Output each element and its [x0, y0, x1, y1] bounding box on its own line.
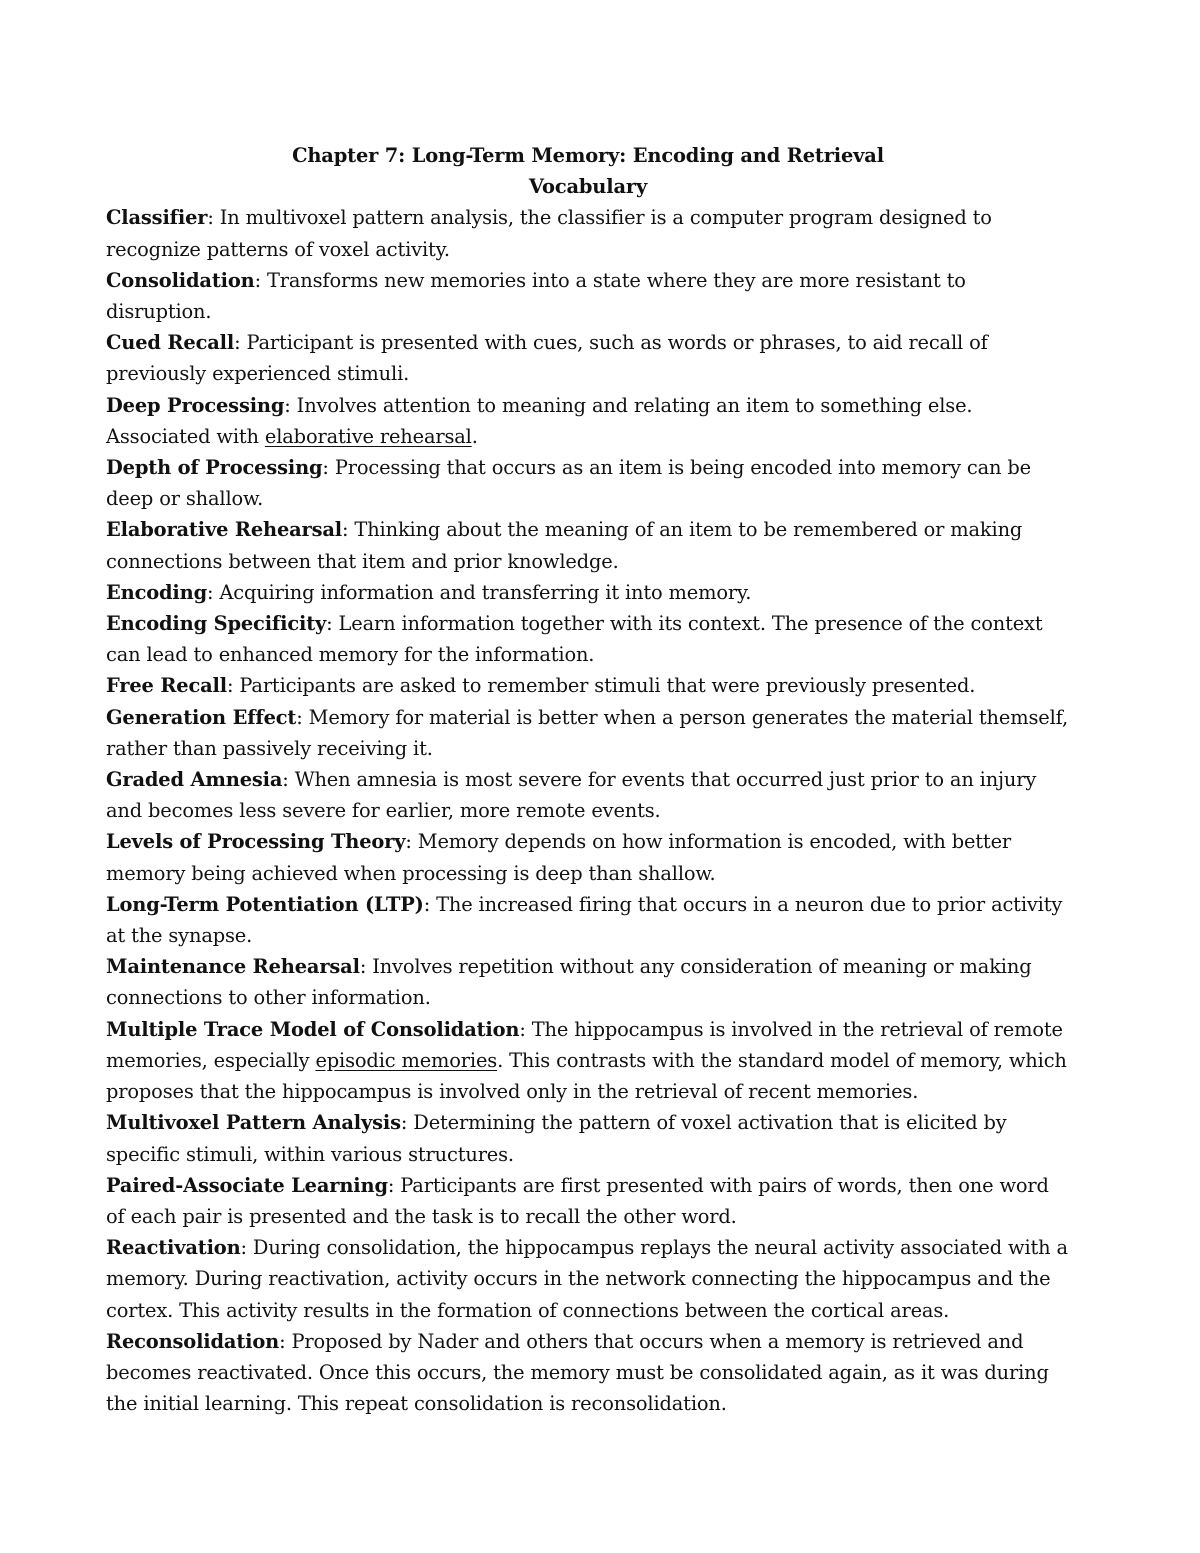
vocab-term: Elaborative Rehearsal	[106, 518, 343, 542]
vocab-term: Generation Effect	[106, 705, 297, 729]
vocab-term: Maintenance Rehearsal	[106, 955, 360, 979]
chapter-title: Chapter 7: Long-Term Memory: Encoding and Retrieval	[292, 144, 884, 167]
vocab-term: Multivoxel Pattern Analysis	[106, 1111, 401, 1135]
underlined-term-link: elaborative rehearsal	[264, 424, 472, 448]
vocabulary-document	[106, 140, 1070, 1419]
vocab-term: Reconsolidation	[106, 1329, 280, 1353]
vocab-entry-generation-effect	[106, 702, 1070, 764]
vocab-definition: : The increased firing that occurs in a neuron due to prior activity at the synapse.	[106, 892, 1063, 948]
vocab-term: Encoding	[106, 580, 207, 604]
vocab-definition: : Determining the pattern of voxel activation that is elicited by specific stimuli, within various structures.	[106, 1111, 1007, 1166]
vocab-term: Graded Amnesia	[106, 768, 283, 792]
vocab-entry-classifier	[106, 202, 1070, 264]
vocab-definition: : In multivoxel pattern analysis, the classifier is a computer program designed to recognize patterns of voxel activity.	[106, 206, 992, 261]
vocab-entry-encoding	[106, 577, 1070, 608]
vocab-definition-end: .	[471, 424, 478, 448]
vocab-term: Multiple Trace Model of Consolidation	[106, 1017, 520, 1041]
vocab-entry-reactivation	[106, 1232, 1070, 1326]
vocab-term: Free Recall	[106, 674, 227, 698]
vocab-entry-paired-associate-learning	[106, 1170, 1070, 1232]
vocab-entry-graded-amnesia	[106, 764, 1070, 826]
vocab-definition: : Memory depends on how information is encoded, with better memory being achieved when processing is deep than shallow.	[106, 830, 1012, 885]
vocab-term: Levels of Processing Theory	[106, 830, 406, 854]
vocab-term: Encoding Specificity	[106, 612, 327, 636]
vocab-definition: : Thinking about the meaning of an item to be remembered or making connections between that item and prior knowledge.	[106, 518, 1023, 573]
vocab-term: Depth of Processing	[106, 456, 323, 480]
vocab-entry-consolidation	[106, 265, 1070, 327]
vocab-definition: : Involves attention to meaning and relating an item to something else. Associated with	[106, 393, 973, 448]
underlined-term-link: episodic memories	[315, 1048, 498, 1072]
vocab-definition: : The hippocampus is involved in the retrieval of remote memories, especially	[106, 1017, 1063, 1072]
vocab-entry-elaborative-rehearsal	[106, 514, 1070, 576]
vocab-term: Cued Recall	[106, 331, 235, 355]
vocab-definition: : When amnesia is most severe for events that occurred just prior to an injury and becomes less severe for earlier, more remote events.	[106, 768, 1037, 823]
vocab-definition: : Transforms new memories into a state where they are more resistant to disruption.	[106, 268, 966, 324]
vocab-definition: : Acquiring information and transferring it into memory.	[207, 580, 752, 604]
vocab-term: Consolidation	[106, 268, 255, 292]
vocab-definition: : Participants are asked to remember stimuli that were previously presented.	[226, 674, 976, 698]
vocab-definition: : Memory for material is better when a person generates the material themself, rather than passively receiving it.	[106, 705, 1068, 760]
vocab-entry-cued-recall	[106, 327, 1070, 389]
vocab-entry-deep-processing	[106, 390, 1070, 452]
vocab-term: Classifier	[106, 206, 208, 230]
vocab-definition: : Participant is presented with cues, such as words or phrases, to aid recall of previously experienced stimuli.	[106, 331, 988, 386]
vocab-definition: : Processing that occurs as an item is being encoded into memory can be deep or shallow.	[106, 456, 1031, 511]
vocab-definition: : During consolidation, the hippocampus replays the neural activity associated with a memory. During reactivation, activity occurs in the network connecting the hippocampus and the cortex. This activity results in the formation of connections between the cortical areas.	[106, 1236, 1068, 1322]
vocab-entry-encoding-specificity	[106, 608, 1070, 670]
vocab-entry-long-term-potentiation	[106, 889, 1070, 951]
section-subtitle: Vocabulary	[528, 175, 648, 199]
vocab-definition: : Learn information together with its context. The presence of the context can lead to enhanced memory for the information.	[106, 612, 1043, 667]
vocab-term: Reactivation	[106, 1236, 241, 1260]
vocab-entry-free-recall	[106, 670, 1070, 701]
vocab-definition: : Participants are first presented with pairs of words, then one word of each pair is presented and the task is to recall the other word.	[106, 1173, 1049, 1228]
vocab-term: Deep Processing	[106, 393, 285, 417]
vocab-definition-end: . This contrasts with the standard model of memory, which proposes that the hippocampus is involved only in the retrieval of recent memories.	[106, 1048, 1067, 1104]
vocab-entry-reconsolidation	[106, 1326, 1070, 1420]
vocab-term: Paired-Associate Learning	[106, 1173, 388, 1197]
vocab-entry-levels-of-processing-theory	[106, 826, 1070, 888]
vocab-entry-multiple-trace-model	[106, 1014, 1070, 1108]
vocab-definition: : Involves repetition without any consideration of meaning or making connections to other information.	[106, 955, 1032, 1010]
vocab-entry-multivoxel-pattern-analysis	[106, 1107, 1070, 1169]
vocab-definition: : Proposed by Nader and others that occurs when a memory is retrieved and becomes reactivated. Once this occurs, the memory must be consolidated again, as it was during the initial learning. This repeat consolidation is reconsolidation.	[106, 1329, 1049, 1416]
vocab-term: Long-Term Potentiation (LTP)	[106, 892, 424, 916]
vocab-entry-maintenance-rehearsal	[106, 951, 1070, 1013]
vocab-entry-depth-of-processing	[106, 452, 1070, 514]
